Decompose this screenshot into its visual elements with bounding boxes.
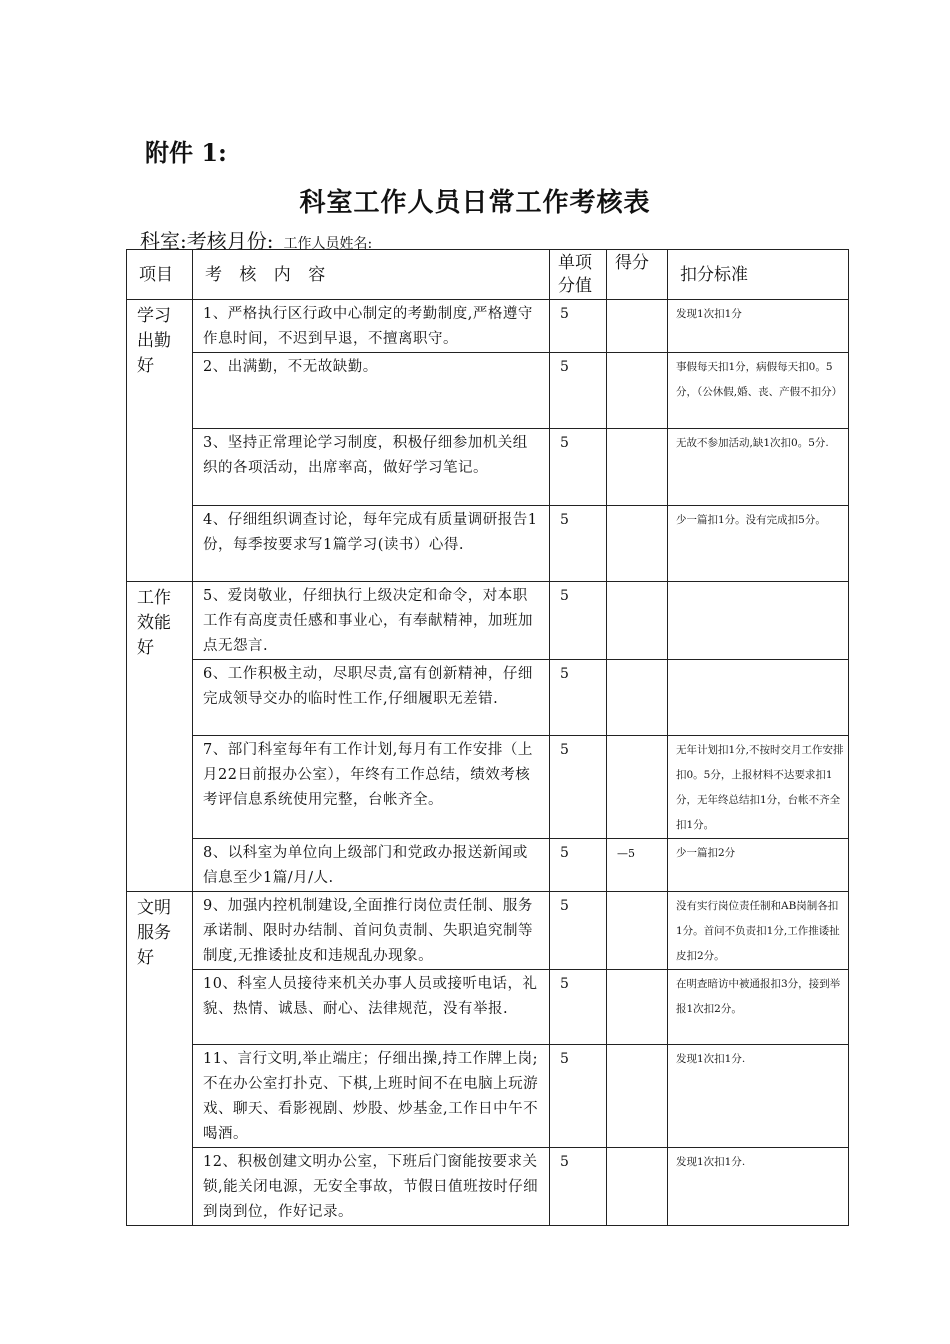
table-row <box>127 506 849 582</box>
rule-cell: 无故不参加活动,缺1次扣0。5分. <box>668 429 849 506</box>
table-row <box>127 970 849 1045</box>
score-cell: 5 <box>550 660 607 736</box>
rule-cell: 事假每天扣1分，病假每天扣0。5分，（公休假,婚、丧、产假不扣分） <box>668 353 849 429</box>
header-score: 单项 分值 <box>550 250 607 300</box>
header-rule: 扣分标准 <box>668 250 849 300</box>
content-cell: 1、严格执行区行政中心制定的考勤制度,严格遵守作息时间，不迟到早退，不擅离职守。 <box>193 300 550 353</box>
rule-cell: 少一篇扣2分 <box>668 839 849 892</box>
dept-label: 科室: <box>140 229 187 253</box>
got-cell[interactable] <box>607 660 668 736</box>
got-cell[interactable] <box>607 970 668 1045</box>
got-cell[interactable] <box>607 1045 668 1148</box>
table-row <box>127 300 849 353</box>
table-row <box>127 353 849 429</box>
score-cell: 5 <box>550 506 607 582</box>
score-cell: 5 <box>550 1045 607 1148</box>
category-cell: 文明服务好 <box>127 892 193 1226</box>
got-cell[interactable] <box>607 429 668 506</box>
score-cell: 5 <box>550 353 607 429</box>
rule-cell <box>668 660 849 736</box>
content-cell: 7、部门科室每年有工作计划,每月有工作安排（上月22日前报办公室），年终有工作总结，绩效考核考评信息系统使用完整，台帐齐全。 <box>193 736 550 839</box>
rule-cell: 发现1次扣1分. <box>668 1148 849 1226</box>
table-row <box>127 892 849 970</box>
month-label: 考核月份: <box>186 229 274 253</box>
got-cell[interactable]: —5 <box>607 839 668 892</box>
name-label: 工作人员姓名: <box>283 236 373 252</box>
rule-cell: 在明查暗访中被通报扣3分，接到举报1次扣2分。 <box>668 970 849 1045</box>
table-row <box>127 736 849 839</box>
got-cell[interactable] <box>607 300 668 353</box>
got-cell[interactable] <box>607 582 668 660</box>
content-cell: 12、积极创建文明办公室，下班后门窗能按要求关锁,能关闭电源，无安全事故，节假日值班按时仔细到岗到位，作好记录。 <box>193 1148 550 1226</box>
content-cell: 9、加强内控机制建设,全面推行岗位责任制、服务承诺制、限时办结制、首问负责制、失职追究制等制度,无推诿扯皮和违规乱办现象。 <box>193 892 550 970</box>
score-cell: 5 <box>550 300 607 353</box>
got-cell[interactable] <box>607 506 668 582</box>
rule-cell: 发现1次扣1分 <box>668 300 849 353</box>
got-cell[interactable] <box>607 892 668 970</box>
score-cell: 5 <box>550 892 607 970</box>
category-cell: 工作效能好 <box>127 582 193 892</box>
content-cell: 4、仔细组织调查讨论，每年完成有质量调研报告1份，每季按要求写1篇学习(读书）心得. <box>193 506 550 582</box>
score-cell: 5 <box>550 970 607 1045</box>
content-cell: 2、出满勤，不无故缺勤。 <box>193 353 550 429</box>
got-cell[interactable] <box>607 736 668 839</box>
rule-cell: 没有实行岗位责任制和AB岗制各扣1分。首问不负责扣1分,工作推诿扯皮扣2分。 <box>668 892 849 970</box>
rule-cell: 发现1次扣1分. <box>668 1045 849 1148</box>
header-row <box>127 250 849 300</box>
header-got: 得分 <box>607 250 668 300</box>
score-cell: 5 <box>550 429 607 506</box>
content-cell: 5、爱岗敬业，仔细执行上级决定和命令，对本职工作有高度责任感和事业心，有奉献精神，加班加点无怨言. <box>193 582 550 660</box>
score-cell: 5 <box>550 582 607 660</box>
rule-cell: 少一篇扣1分。没有完成扣5分。 <box>668 506 849 582</box>
content-cell: 6、工作积极主动，尽职尽责,富有创新精神，仔细完成领导交办的临时性工作,仔细履职无差错. <box>193 660 550 736</box>
assessment-table <box>126 249 849 1226</box>
got-cell[interactable] <box>607 1148 668 1226</box>
score-cell: 5 <box>550 839 607 892</box>
table-row <box>127 1148 849 1226</box>
content-cell: 3、坚持正常理论学习制度，积极仔细参加机关组织的各项活动，出席率高，做好学习笔记。 <box>193 429 550 506</box>
table-row <box>127 429 849 506</box>
got-cell[interactable] <box>607 353 668 429</box>
content-cell: 8、以科室为单位向上级部门和党政办报送新闻或信息至少1篇/月/人. <box>193 839 550 892</box>
attachment-label: 附件 1: <box>145 138 227 167</box>
page-title: 科室工作人员日常工作考核表 <box>299 188 651 218</box>
table-row <box>127 660 849 736</box>
rule-cell <box>668 582 849 660</box>
rule-cell: 无年计划扣1分,不按时交月工作安排扣0。5分，上报材料不达要求扣1分，无年终总结扣1分，台帐不齐全扣1分。 <box>668 736 849 839</box>
score-cell: 5 <box>550 1148 607 1226</box>
table-row <box>127 1045 849 1148</box>
content-cell: 10、科室人员接待来机关办事人员或接听电话，礼貌、热情、诚恳、耐心、法律规范，没有举报. <box>193 970 550 1045</box>
score-cell: 5 <box>550 736 607 839</box>
content-cell: 11、言行文明,举止端庄；仔细出操,持工作牌上岗;不在办公室打扑克、下棋,上班时间不在电脑上玩游戏、聊天、看影视剧、炒股、炒基金,工作日中午不喝酒。 <box>193 1045 550 1148</box>
header-content: 考 核 内 容 <box>193 250 550 300</box>
table-row <box>127 839 849 892</box>
category-cell: 学习出勤好 <box>127 300 193 582</box>
table-row <box>127 582 849 660</box>
header-item: 项目 <box>127 250 193 300</box>
